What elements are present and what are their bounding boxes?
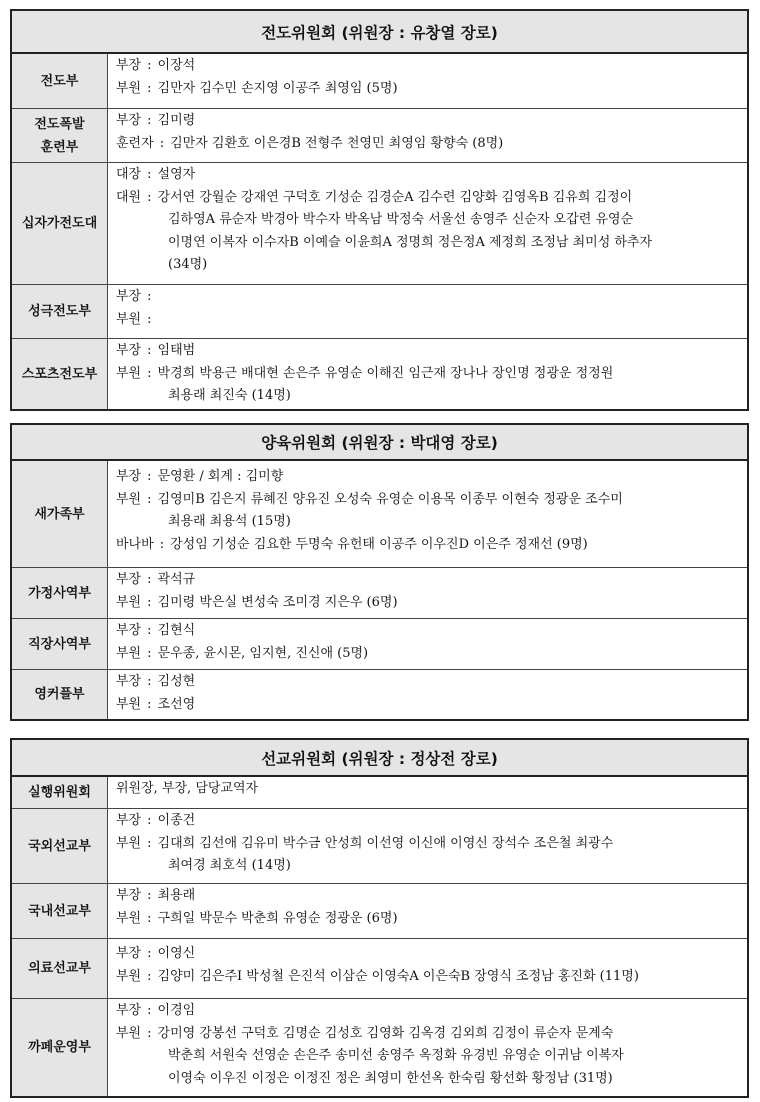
dept-name: 가정사역부 — [12, 568, 108, 618]
dept-row: 스포츠전도부 부장 : 임태범 부원 : 박경희 박용근 배대현 손은주 유영순 이해진 임근재 장나나 장인명 정광운 정정원 최용래 최진숙 (14명) — [12, 338, 747, 409]
dept-name: 성극전도부 — [12, 285, 108, 338]
dept-name: 전도폭발 훈련부 — [12, 109, 108, 162]
committee-title: 선교위원회 (위원장 : 정상전 장로) — [12, 740, 747, 777]
committee-nurture — [10, 423, 749, 721]
dept-row: 전도폭발 훈련부 부장 : 김미령 훈련자 : 김만자 김환호 이은경B 전형주 천영민 최영임 황향숙 (8명) — [12, 108, 747, 162]
dept-name: 십자가전도대 — [12, 163, 108, 284]
dept-row: 가정사역부 부장 : 곽석규 부원 : 김미령 박은실 변성숙 조미경 지은우 (6명) — [12, 567, 747, 618]
dept-row: 까페운영부 부장 : 이경임 부원 : 강미영 강봉선 구덕호 김명순 김성호 김영화 김옥경 김외희 김정이 류순자 문계숙 박춘희 서원숙 선영순 손은주 송미선 송영주 옥정화 유경빈 유영순 이귀남 이복자 이영숙 이우진 이정은 이정진 정은 최영미 한선옥 한숙림 황선화 황정남 (31명) — [12, 998, 747, 1096]
dept-name: 국내선교부 — [12, 884, 108, 938]
dept-name: 스포츠전도부 — [12, 339, 108, 409]
dept-row: 영커플부 부장 : 김성현 부원 : 조선영 — [12, 669, 747, 719]
dept-row: 새가족부 부장 : 문영환 / 회계 : 김미향 부원 : 김영미B 김은지 류혜진 양유진 오성숙 유영순 이용목 이종무 이현숙 정광운 조수미 최용래 최용석 (15명) 바나바 : 강성임 기성순 김요한 두명숙 유헌태 이공주 이우진D 이은주 정재선 (9명) — [12, 461, 747, 567]
dept-row: 국외선교부 부장 : 이종건 부원 : 김대희 김선애 김유미 박수금 안성희 이선영 이신애 이영신 장석수 조은철 최광수 최여경 최호석 (14명) — [12, 808, 747, 883]
dept-row: 의료선교부 부장 : 이영신 부원 : 김양미 김은주I 박성철 은진석 이삼순 이영숙A 이은숙B 장영식 조정남 홍진화 (11명) — [12, 938, 747, 998]
dept-name: 직장사역부 — [12, 619, 108, 669]
dept-name: 실행위원회 — [12, 777, 108, 808]
committee-evangelism — [10, 9, 749, 411]
dept-row: 성극전도부 부장 : 부원 : — [12, 284, 747, 338]
dept-row: 전도부 부장 : 이장석 부원 : 김만자 김수민 손지영 이공주 최영임 (5명) — [12, 54, 747, 108]
committee-mission — [10, 738, 749, 1098]
dept-name: 까페운영부 — [12, 999, 108, 1096]
dept-name: 새가족부 — [12, 461, 108, 567]
dept-name: 의료선교부 — [12, 939, 108, 998]
dept-row: 직장사역부 부장 : 김현식 부원 : 문우종, 윤시몬, 임지현, 진신애 (5명) — [12, 618, 747, 669]
committee-title: 전도위원회 (위원장 : 유창열 장로) — [12, 11, 747, 54]
committee-title: 양육위원회 (위원장 : 박대영 장로) — [12, 425, 747, 461]
dept-name: 국외선교부 — [12, 809, 108, 883]
dept-name: 영커플부 — [12, 670, 108, 719]
dept-row: 십자가전도대 대장 : 설영자 대원 : 강서연 강월순 강재연 구덕호 기성순 김경순A 김수련 김양화 김영옥B 김유희 김정이 김하영A 류순자 박경아 박수자 박옥남 박정숙 서울선 송영주 신순자 오갑련 유영순 이명연 이복자 이수자B 이예슬 이윤희A 정명희 정은정A 제정희 조정남 최미성 하추자 (34명) — [12, 162, 747, 284]
dept-row: 국내선교부 부장 : 최용래 부원 : 구희일 박문수 박춘희 유영순 정광운 (6명) — [12, 883, 747, 938]
dept-row: 실행위원회 위원장, 부장, 담당교역자 — [12, 777, 747, 808]
dept-name: 전도부 — [12, 54, 108, 108]
